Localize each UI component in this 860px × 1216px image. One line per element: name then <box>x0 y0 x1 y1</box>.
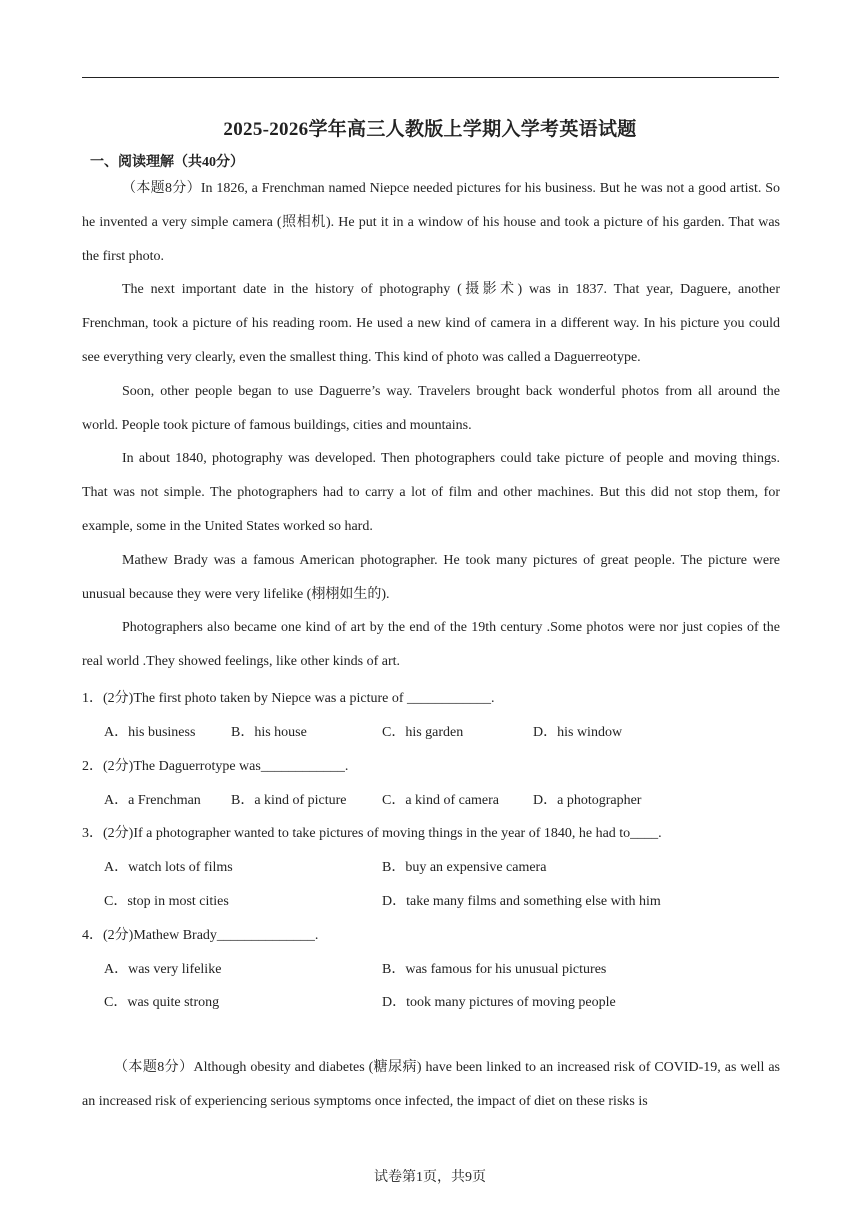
paragraph: （本题8分）Although obesity and diabetes (糖尿病) have been linked to an increased risk of COVID-19, as well as an increased risk of experiencing serious symptoms once infected, the impact of diet on these risks is <box>82 1060 780 1109</box>
paragraph: The next important date in the history of photography (摄影术) was in 1837. That year, Daguere, another Frenchman, took a picture of his reading room. He used a new kind of camera in a different way. In his picture you could see everything very clearly, even the smallest thing. This kind of photo was called a Daguerreotype. <box>82 282 780 365</box>
header-rule <box>82 77 779 78</box>
question-4-option-d: D．took many pictures of moving people <box>382 995 616 1010</box>
question-1-option-c: C．his garden <box>382 725 464 740</box>
section-heading: 一、阅读理解（共40分） <box>90 155 244 170</box>
question-2-stem: 2．(2分)The Daguerrotype was____________. <box>82 759 349 774</box>
reading-passage-1 <box>82 172 780 679</box>
paragraph: Mathew Brady was a famous American photographer. He took many pictures of great people. The picture were unusual because they were very lifelike (栩栩如生的). <box>82 552 780 602</box>
question-3-option-d: D．take many films and something else with him <box>382 894 661 909</box>
paragraph: （本题8分）In 1826, a Frenchman named Niepce needed pictures for his business. But he was not a good artist. So he invented a very simple camera (照相机). He put it in a window of his house and took a picture of his garden. That was the first photo. <box>82 181 780 264</box>
question-3-option-c: C．stop in most cities <box>104 894 229 909</box>
question-1-stem: 1．(2分)The first photo taken by Niepce was a picture of ____________. <box>82 691 495 706</box>
reading-passage-2 <box>82 1051 780 1119</box>
question-1-option-d: D．his window <box>533 725 623 740</box>
question-4-option-a: A．was very lifelike <box>104 962 222 977</box>
question-3-stem: 3．(2分)If a photographer wanted to take pictures of moving things in the year of 1840, he had to____. <box>82 826 662 841</box>
paragraph: Soon, other people began to use Daguerre’s way. Travelers brought back wonderful photos from all around the world. People took picture of famous buildings, cities and mountains. <box>82 383 780 433</box>
question-2-option-a: A．a Frenchman <box>104 793 201 808</box>
question-2-option-d: D．a photographer <box>533 793 642 808</box>
question-1-option-b: B．his house <box>231 725 307 740</box>
page-footer: 试卷第1页，共9页 <box>374 1170 486 1185</box>
question-3-option-b: B．buy an expensive camera <box>382 860 547 875</box>
page-title: 2025-2026学年高三人教版上学期入学考英语试题 <box>223 119 637 140</box>
paragraph: In about 1840, photography was developed. Then photographers could take picture of people and moving things. That was not simple. The photographers had to carry a lot of film and other machines. But this did not stop them, for example, some in the United States worked so hard. <box>82 451 780 534</box>
paragraph: Photographers also became one kind of art by the end of the 19th century .Some photos were nor just copies of the real world .They showed feelings, like other kinds of art. <box>82 620 780 670</box>
question-4-option-c: C．was quite strong <box>104 995 220 1010</box>
question-3-option-a: A．watch lots of films <box>104 860 233 875</box>
question-4-option-b: B．was famous for his unusual pictures <box>382 962 607 977</box>
question-2-option-b: B．a kind of picture <box>231 793 347 808</box>
question-1-option-a: A．his business <box>104 725 196 740</box>
question-2-option-c: C．a kind of camera <box>382 793 500 808</box>
question-4-stem: 4．(2分)Mathew Brady______________. <box>82 928 319 943</box>
